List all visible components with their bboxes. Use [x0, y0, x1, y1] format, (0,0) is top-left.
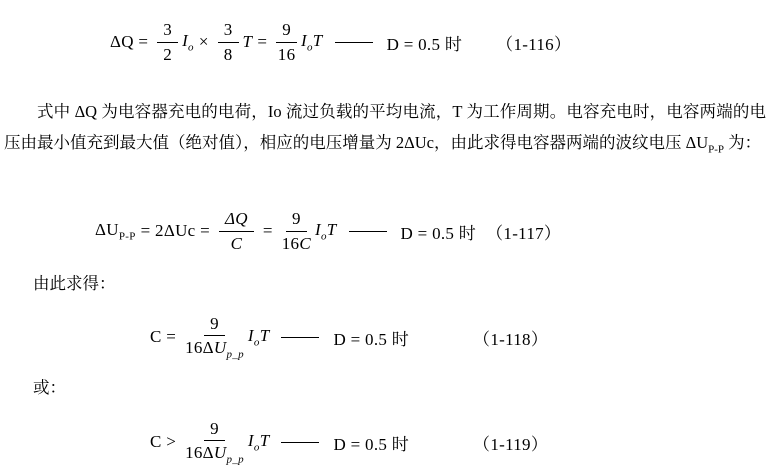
fraction-9-16dup	[185, 314, 244, 361]
dash-line	[281, 337, 319, 338]
fraction-denominator: 16C	[281, 233, 311, 253]
fraction-numerator: ΔQ	[219, 209, 254, 232]
equation-1-118	[150, 310, 548, 364]
dash-line	[281, 442, 319, 443]
subscript-o: o	[188, 41, 194, 54]
label-derive: 由此求得：	[33, 274, 116, 293]
eq119-lhs: C >	[150, 432, 177, 451]
fraction-9-16	[276, 20, 297, 64]
equals-sign: =	[262, 221, 273, 240]
subscript-o: o	[320, 230, 327, 243]
delta-u-subscript: P-P	[708, 143, 725, 156]
equation-number: （1-117）	[486, 223, 562, 243]
eq116-var-t: T	[242, 32, 253, 51]
fraction-denominator: 2	[163, 44, 173, 64]
subscript-pp: p_p	[226, 453, 244, 466]
eq117-lhs: $\Delta U_{P-P}$	[95, 219, 136, 243]
equation-number: （1-116）	[496, 34, 572, 54]
subscript-o: o	[253, 336, 260, 349]
equation-1-116	[110, 17, 571, 67]
label-or: 或：	[33, 378, 66, 397]
subscript-o: o	[253, 441, 260, 454]
fraction-9-16c	[282, 209, 311, 253]
fraction-3-8	[218, 20, 239, 64]
fraction-denominator: $16\Delta U_{p\_p}$	[185, 338, 244, 361]
equation-number: （1-119）	[473, 434, 549, 454]
equation-1-117	[95, 206, 561, 256]
fraction-denominator: 16	[277, 44, 296, 64]
equation-1-119	[150, 415, 548, 469]
condition-text: D = 0.5 时	[333, 329, 410, 349]
eq118-lhs: C =	[150, 327, 177, 346]
eq116-var-iot: $I_oT$	[301, 30, 323, 54]
eq117-var-iot: $I_oT$	[314, 219, 337, 243]
fraction-numerator: 9	[204, 419, 225, 442]
subscript-pp: P-P	[118, 230, 136, 243]
fraction-denominator: 8	[223, 44, 233, 64]
body-paragraph	[4, 96, 766, 158]
eq119-var-iot: $I_oT$	[247, 430, 270, 454]
fraction-dq-c	[219, 209, 254, 253]
dash-line	[335, 42, 373, 43]
eq116-var-io: $I_o$	[182, 30, 194, 54]
eq118-var-iot: $I_oT$	[247, 325, 270, 349]
eq117-lhs2: = 2ΔUc =	[140, 221, 210, 240]
dash-line	[349, 231, 387, 232]
subscript-pp: p_p	[226, 348, 244, 361]
fraction-numerator: 9	[286, 209, 307, 232]
fraction-3-2	[157, 20, 178, 64]
times-sign: ×	[198, 32, 209, 51]
condition-text: D = 0.5 时	[386, 34, 463, 54]
fraction-numerator: 3	[157, 20, 178, 43]
paragraph-text-2: 为：	[724, 133, 762, 152]
delta-u-symbol: ΔU	[685, 133, 709, 152]
condition-text: D = 0.5 时	[333, 434, 410, 454]
fraction-numerator: 9	[276, 20, 297, 43]
condition-text: D = 0.5 时	[400, 223, 477, 243]
equals-sign: =	[257, 32, 268, 51]
fraction-denominator: C	[230, 233, 243, 253]
fraction-numerator: 3	[218, 20, 239, 43]
equation-number: （1-118）	[473, 329, 549, 349]
eq116-lhs: ΔQ =	[110, 32, 149, 51]
fraction-9-16dup	[185, 419, 244, 466]
fraction-numerator: 9	[204, 314, 225, 337]
paragraph-text-1: 式中 ΔQ 为电容器充电的电荷，Io 流过负载的平均电流，T 为工作周期。电容充电时，电容两端的电压由最小值充到最大值（绝对值），相应的电压增量为 2ΔUc，由此求得电容器两端的波纹电压	[4, 102, 766, 152]
fraction-denominator: $16\Delta U_{p\_p}$	[185, 443, 244, 466]
subscript-o: o	[306, 41, 313, 54]
